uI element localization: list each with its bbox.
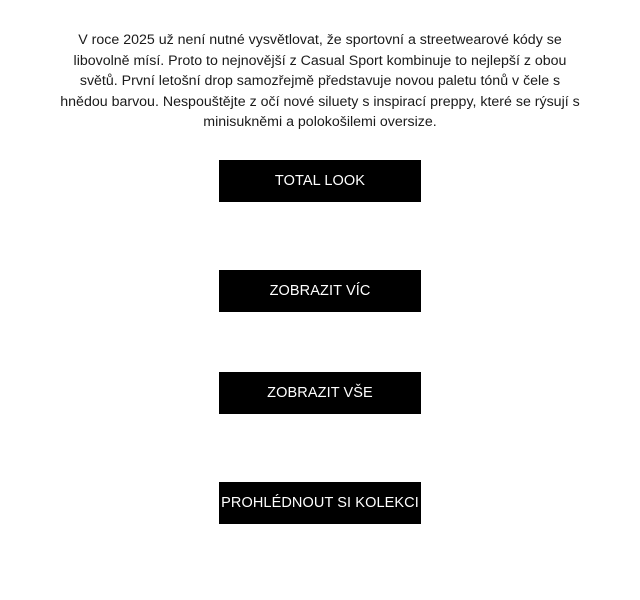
show-all-button[interactable]: ZOBRAZIT VŠE (219, 372, 421, 414)
intro-paragraph: V roce 2025 už není nutné vysvětlovat, že sportovní a streetwearové kódy se libovolně mísí. Proto to nejnovější z Casual Sport kombinuje to nejlepší z obou světů. První letošní drop samozřejmě představuje novou paletu tónů v čele s hnědou barvou. Nespouštějte z očí nové siluety s inspirací preppy, které se rýsují s minisukněmi a polokošilemi oversize. (60, 32, 580, 130)
total-look-button[interactable]: TOTAL LOOK (219, 160, 421, 202)
browse-collection-button[interactable]: PROHLÉDNOUT SI KOLEKCI (219, 482, 421, 524)
show-more-button[interactable]: ZOBRAZIT VÍC (219, 270, 421, 312)
